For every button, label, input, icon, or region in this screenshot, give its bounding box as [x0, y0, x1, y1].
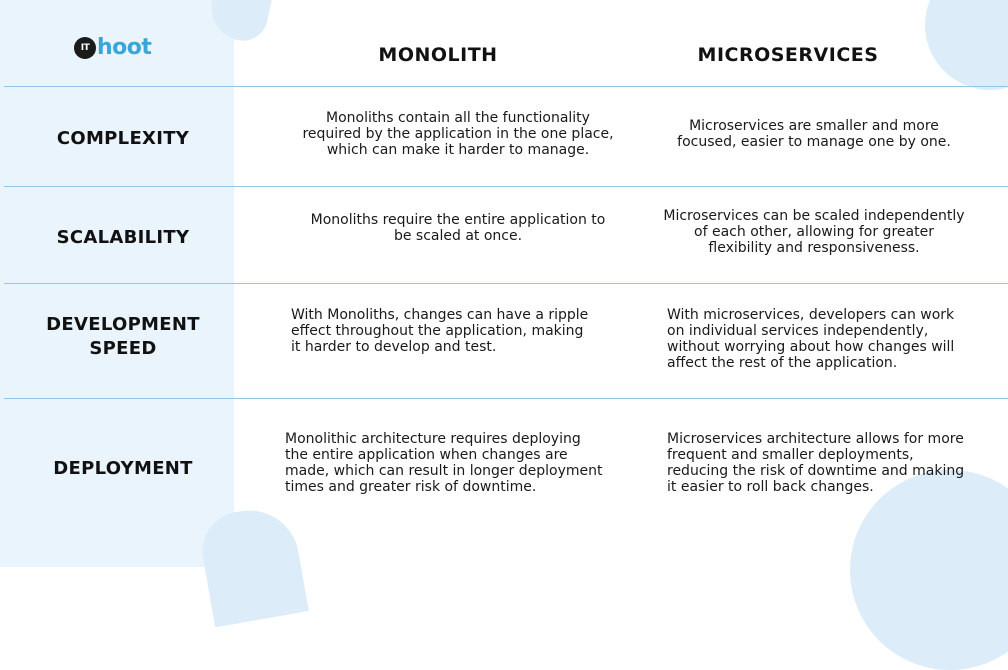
row-divider: [4, 86, 1008, 87]
logo-text: hoot: [97, 35, 152, 60]
decorative-blob: [925, 0, 1008, 90]
column-header-monolith: MONOLITH: [378, 44, 498, 66]
monolith-complexity-text: Monoliths contain all the functionality required by the application in the one place, which can make it harder to manage.: [302, 110, 614, 158]
row-label-complexity: COMPLEXITY: [56, 128, 190, 149]
monolith-scalability-text: Monoliths require the entire application to be scaled at once.: [310, 212, 606, 244]
ithoot-logo: [74, 36, 151, 60]
microservices-development-speed-text: With microservices, developers can work on individual services independently, without worrying about how changes will affect the rest of the application.: [667, 307, 955, 371]
decorative-blob: [850, 470, 1008, 670]
row-divider: [4, 398, 1008, 399]
row-label-deployment: DEPLOYMENT: [53, 458, 193, 479]
microservices-complexity-text: Microservices are smaller and more focused, easier to manage one by one.: [677, 118, 951, 150]
row-label-development-speed: DEVELOPMENT SPEED: [46, 314, 200, 359]
row-label-scalability: SCALABILITY: [56, 227, 190, 248]
column-header-microservices: MICROSERVICES: [697, 44, 879, 66]
monolith-deployment-text: Monolithic architecture requires deploying the entire application when changes are made, which can result in longer deployment times and greater risk of downtime.: [285, 431, 603, 495]
logo-mark: IT: [74, 37, 96, 59]
monolith-development-speed-text: With Monoliths, changes can have a ripple effect throughout the application, making it harder to develop and test.: [291, 307, 589, 355]
microservices-deployment-text: Microservices architecture allows for more frequent and smaller deployments, reducing the risk of downtime and making it easier to roll back changes.: [667, 431, 965, 495]
row-divider: [4, 186, 1008, 187]
microservices-scalability-text: Microservices can be scaled independently of each other, allowing for greater flexibility and responsiveness.: [663, 208, 965, 256]
row-divider: [4, 283, 1008, 284]
